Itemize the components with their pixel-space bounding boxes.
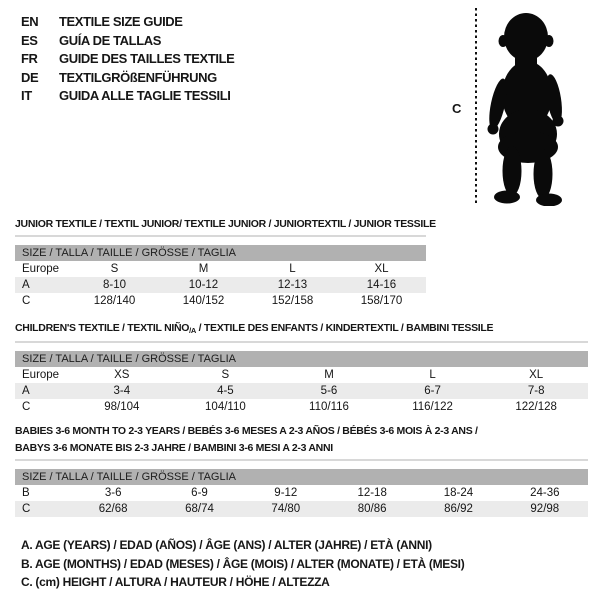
table-row — [15, 485, 588, 501]
table-title-line — [15, 440, 588, 457]
size-cell: 12-13 — [277, 279, 308, 291]
size-cell: 80/86 — [357, 503, 387, 515]
language-row — [21, 69, 234, 88]
size-cell: 24-36 — [530, 487, 560, 499]
row-label: B — [22, 487, 30, 499]
size-cell: 92/98 — [530, 503, 560, 515]
size-cell: 62/68 — [98, 503, 128, 515]
row-label: Europe — [22, 369, 60, 381]
row-label: C — [22, 503, 31, 515]
size-cell: XL — [529, 369, 544, 381]
table-row — [15, 383, 588, 399]
row-label: C — [22, 295, 31, 307]
size-cell: 7-8 — [527, 385, 545, 397]
size-table — [15, 459, 588, 517]
size-cell: 140/152 — [182, 295, 225, 307]
size-cell: 6-7 — [424, 385, 441, 397]
title-subscript: /A — [189, 326, 197, 335]
footnotes — [21, 536, 464, 592]
size-cell: 122/128 — [515, 401, 557, 413]
row-label: A — [22, 279, 30, 291]
table-row — [15, 261, 426, 277]
language-row — [21, 13, 234, 32]
size-cell: S — [110, 263, 119, 275]
size-header-band: SIZE / TALLA / TAILLE / GRÖSSE / TAGLIA — [15, 469, 588, 485]
size-table — [15, 235, 426, 309]
size-cell: 18-24 — [443, 487, 474, 499]
language-title: GUÍA DE TALLAS — [59, 32, 162, 48]
size-cell: 116/122 — [412, 401, 453, 413]
title-segment: / TEXTILE DES ENFANTS / KINDERTEXTIL / BAMBINI TESSILE — [196, 322, 494, 334]
size-cell: S — [221, 369, 230, 381]
table-title — [15, 216, 436, 233]
size-cell: 14-16 — [366, 279, 397, 291]
size-cell: 6-9 — [191, 487, 208, 499]
height-c-label: C — [452, 101, 462, 116]
size-cell: 128/140 — [93, 295, 136, 307]
language-code: EN — [21, 14, 39, 29]
size-cell: 12-18 — [357, 487, 387, 499]
size-cell: 110/116 — [309, 401, 349, 413]
junior-textile-section — [15, 216, 436, 309]
toddler-silhouette-icon — [482, 10, 574, 206]
size-cell: 4-5 — [217, 385, 234, 397]
footnote-line: C. (cm) HEIGHT / ALTURA / HAUTEUR / HÖHE / ALTEZZA — [21, 575, 330, 589]
size-cell: M — [324, 369, 334, 381]
table-row — [15, 367, 588, 383]
size-cell: 68/74 — [185, 503, 214, 515]
language-code: FR — [21, 51, 38, 67]
footnote-line: A. AGE (YEARS) / EDAD (AÑOS) / ÂGE (ANS) / ALTER (JAHRE) / ETÀ (ANNI) — [21, 538, 432, 552]
table-title-line — [15, 216, 436, 233]
table-title-line — [15, 423, 588, 440]
language-title: GUIDE DES TAILLES TEXTILE — [59, 51, 235, 67]
size-cell: M — [198, 263, 209, 275]
row-label: C — [22, 401, 31, 413]
height-dotted-line — [475, 8, 477, 206]
childrens-textile-section — [15, 320, 588, 415]
size-cell: 3-6 — [104, 487, 122, 499]
title-segment: BABIES 3-6 MONTH TO 2-3 YEARS / BEBÉS 3-6 MESES A 2-3 AÑOS / BÉBÉS 3-6 MOIS À 2-3 ANS / — [15, 425, 478, 437]
row-label: Europe — [22, 263, 60, 275]
table-title-line — [15, 320, 588, 339]
size-cell: L — [429, 369, 436, 381]
language-row — [21, 87, 234, 106]
size-cell: 74/80 — [271, 503, 301, 515]
title-segment: CHILDREN'S TEXTILE / TEXTIL NIÑO — [15, 322, 190, 334]
size-cell: 9-12 — [274, 487, 298, 499]
size-cell: 104/110 — [205, 401, 246, 413]
language-title: GUIDA ALLE TAGLIE TESSILI — [59, 88, 231, 104]
title-segment: JUNIOR TEXTILE / TEXTIL JUNIOR/ TEXTILE JUNIOR / JUNIORTEXTIL / JUNIOR TESSILE — [15, 218, 436, 230]
size-cell: L — [289, 263, 296, 275]
size-cell: 3-4 — [113, 385, 131, 397]
size-header-band: SIZE / TALLA / TAILLE / GRÖSSE / TAGLIA — [15, 351, 588, 367]
size-cell: 5-6 — [320, 385, 338, 397]
language-row — [21, 32, 234, 51]
language-code: IT — [21, 88, 32, 104]
table-row — [15, 277, 426, 293]
language-code: ES — [21, 32, 38, 48]
size-cell: XS — [114, 369, 130, 381]
size-cell: 152/158 — [271, 295, 314, 307]
table-row — [15, 293, 426, 309]
language-list — [21, 13, 234, 106]
row-label: A — [22, 385, 30, 397]
table-title — [15, 320, 588, 339]
size-cell: XL — [374, 263, 389, 275]
language-code: DE — [21, 69, 39, 85]
footnote-line: B. AGE (MONTHS) / EDAD (MESES) / ÂGE (MOIS) / ALTER (MONATE) / ETÀ (MESI) — [21, 556, 465, 571]
size-header-band: SIZE / TALLA / TAILLE / GRÖSSE / TAGLIA — [15, 245, 426, 261]
table-row — [15, 399, 588, 415]
table-row — [15, 501, 588, 517]
language-row — [21, 50, 234, 69]
size-cell: 158/170 — [360, 295, 403, 307]
size-cell: 86/92 — [444, 503, 473, 515]
size-table — [15, 341, 588, 415]
babies-textile-section — [15, 423, 588, 517]
title-segment: BABYS 3-6 MONATE BIS 2-3 JAHRE / BAMBINI 3-6 MESI A 2-3 ANNI — [15, 442, 333, 454]
table-title — [15, 423, 588, 457]
size-cell: 98/104 — [104, 401, 140, 413]
size-cell: 8-10 — [102, 279, 127, 291]
language-title: TEXTILE SIZE GUIDE — [59, 14, 183, 29]
language-title: TEXTILGRÖßENFÜHRUNG — [59, 69, 217, 85]
size-cell: 10-12 — [188, 279, 219, 291]
